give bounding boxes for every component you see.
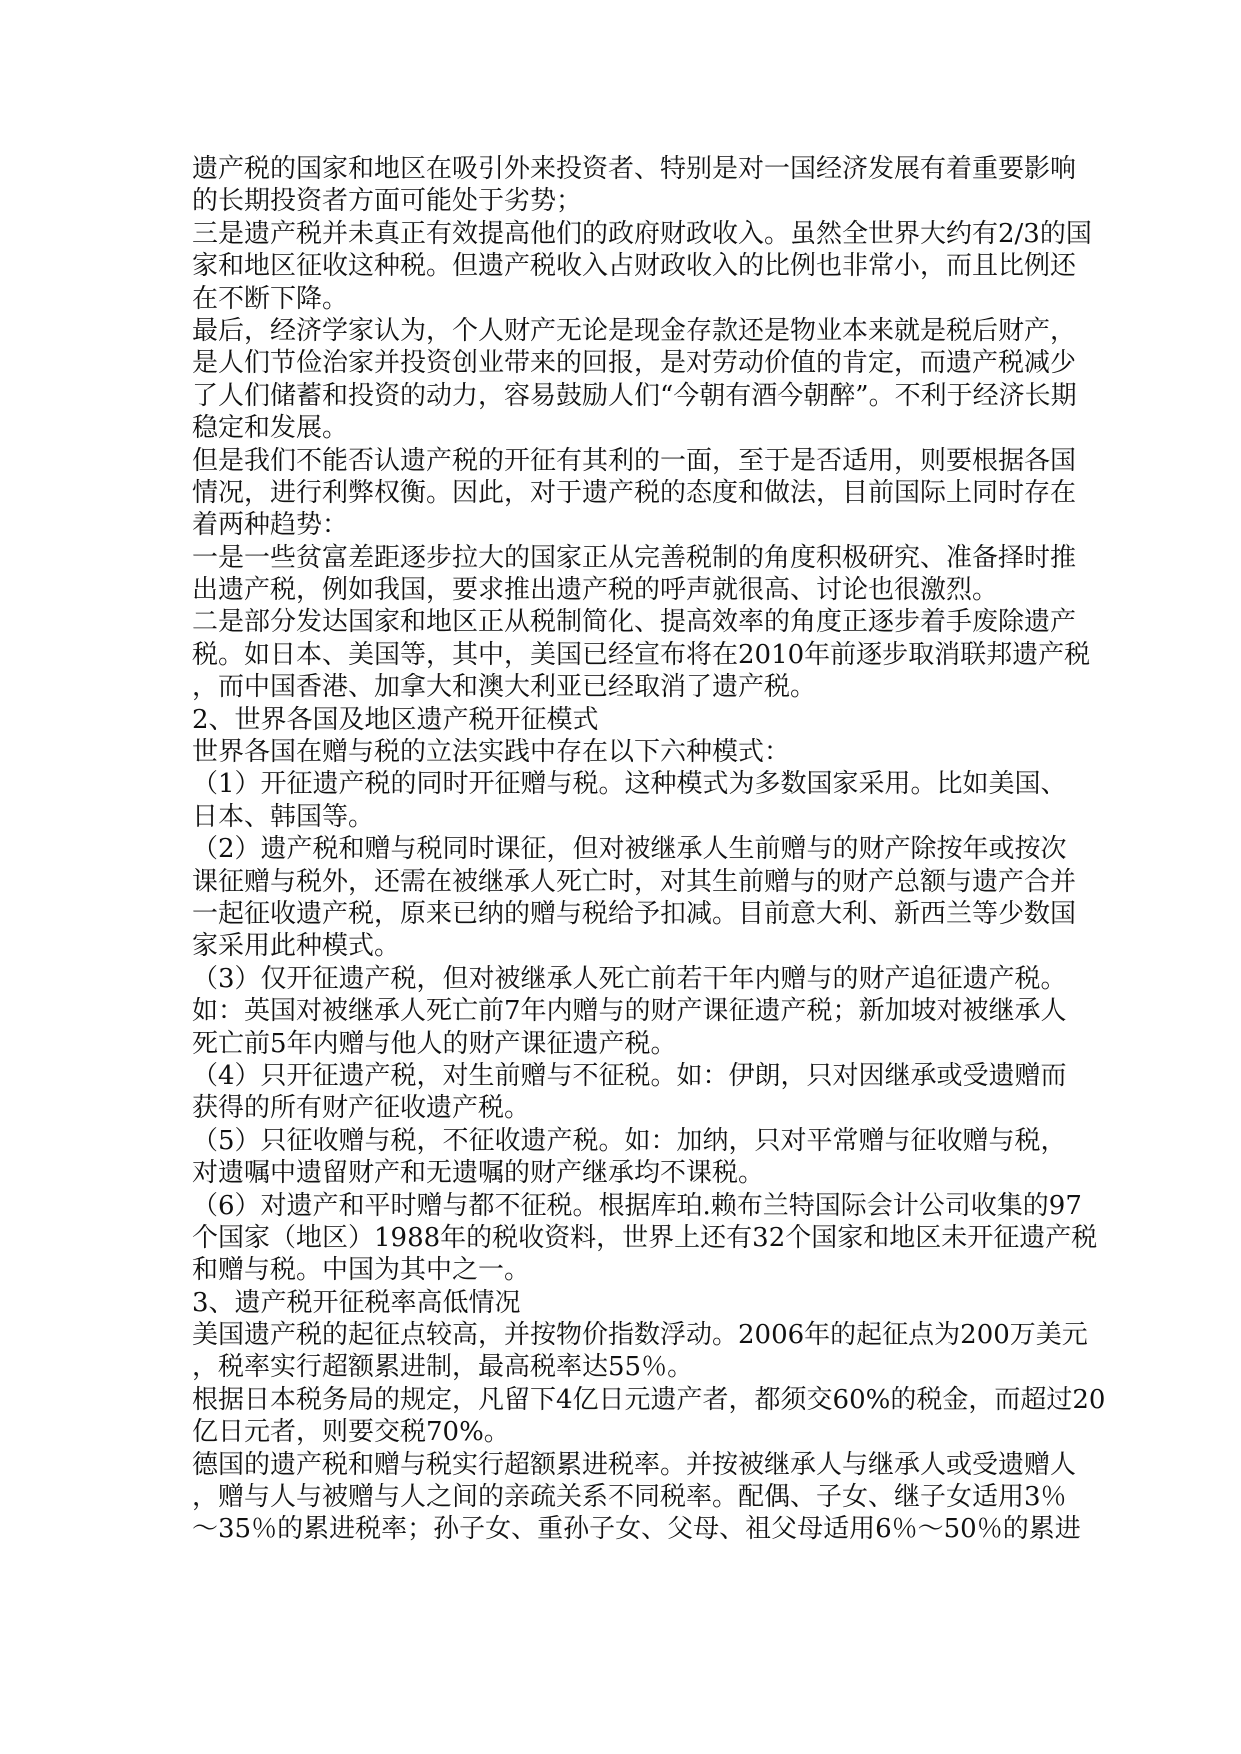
text-line: 在不断下降。 xyxy=(192,283,349,314)
text-line: 亿日元者，则要交税70%。 xyxy=(192,1417,510,1448)
text-line: 课征赠与税外，还需在被继承人死亡时，对其生前赠与的财产总额与遗产合并 xyxy=(192,866,1077,897)
text-line: ，税率实行超额累进制，最高税率达55％。 xyxy=(192,1352,694,1383)
text-line: （4）只开征遗产税，对生前赠与不征税。如：伊朗，只对因继承或受遗赠而 xyxy=(192,1060,1067,1091)
text-line: 家和地区征收这种税。但遗产税收入占财政收入的比例也非常小，而且比例还 xyxy=(192,251,1077,282)
text-line: （3）仅开征遗产税，但对被继承人死亡前若干年内赠与的财产追征遗产税。 xyxy=(192,963,1067,994)
text-line: 根据日本税务局的规定，凡留下4亿日元遗产者，都须交60%的税金，而超过20 xyxy=(192,1384,1106,1415)
text-line: 情况，进行利弊权衡。因此，对于遗产税的态度和做法，目前国际上同时存在 xyxy=(192,477,1077,508)
text-line: 一起征收遗产税，原来已纳的赠与税给予扣减。目前意大利、新西兰等少数国 xyxy=(192,898,1077,929)
text-line: （5）只征收赠与税，不征收遗产税。如：加纳，只对平常赠与征收赠与税， xyxy=(192,1125,1067,1156)
text-line: （2）遗产税和赠与税同时课征，但对被继承人生前赠与的财产除按年或按次 xyxy=(192,834,1067,865)
text-line: 的长期投资者方面可能处于劣势； xyxy=(192,186,583,217)
text-line: 了人们储蓄和投资的动力，容易鼓励人们“今朝有酒今朝醉”。不利于经济长期 xyxy=(192,380,1077,411)
text-line: 美国遗产税的起征点较高，并按物价指数浮动。2006年的起征点为200万美元 xyxy=(192,1320,1088,1351)
text-line: 和赠与税。中国为其中之一。 xyxy=(192,1255,531,1286)
text-line: 世界各国在赠与税的立法实践中存在以下六种模式： xyxy=(192,737,791,768)
text-line: 个国家（地区）1988年的税收资料，世界上还有32个国家和地区未开征遗产税 xyxy=(192,1222,1098,1253)
text-line: 2、世界各国及地区遗产税开征模式 xyxy=(192,704,599,735)
text-line: 税。如日本、美国等，其中，美国已经宣布将在2010年前逐步取消联邦遗产税 xyxy=(192,639,1091,670)
text-line: （6）对遗产和平时赠与都不征税。根据库珀.赖布兰特国际会计公司收集的97 xyxy=(192,1190,1082,1221)
text-line: 但是我们不能否认遗产税的开征有其利的一面，至于是否适用，则要根据各国 xyxy=(192,445,1077,476)
text-line: 死亡前5年内赠与他人的财产课征遗产税。 xyxy=(192,1028,677,1059)
text-line: 德国的遗产税和赠与税实行超额累进税率。并按被继承人与继承人或受遗赠人 xyxy=(192,1449,1077,1480)
text-line: （1）开征遗产税的同时开征赠与税。这种模式为多数国家采用。比如美国、 xyxy=(192,769,1067,800)
text-line: 着两种趋势： xyxy=(192,510,349,541)
document-body xyxy=(192,153,1106,1546)
text-line: ，而中国香港、加拿大和澳大利亚已经取消了遗产税。 xyxy=(192,672,817,703)
text-line: 家采用此种模式。 xyxy=(192,931,401,962)
text-line: 对遗嘱中遗留财产和无遗嘱的财产继承均不课税。 xyxy=(192,1158,765,1189)
text-line: 如：英国对被继承人死亡前7年内赠与的财产课征遗产税；新加坡对被继承人 xyxy=(192,996,1067,1027)
text-line: 出遗产税，例如我国，要求推出遗产税的呼声就很高、讨论也很激烈。 xyxy=(192,575,999,606)
text-line: 遗产税的国家和地区在吸引外来投资者、特别是对一国经济发展有着重要影响 xyxy=(192,154,1077,184)
text-line: 获得的所有财产征收遗产税。 xyxy=(192,1093,531,1124)
text-line: 二是部分发达国家和地区正从税制简化、提高效率的角度正逐步着手废除遗产 xyxy=(192,607,1077,638)
text-line: ，赠与人与被赠与人之间的亲疏关系不同税率。配偶、子女、继子女适用3％ xyxy=(192,1482,1067,1513)
text-line: ～35％的累进税率；孙子女、重孙子女、父母、祖父母适用6％～50％的累进 xyxy=(192,1514,1081,1545)
text-line: 是人们节俭治家并投资创业带来的回报，是对劳动价值的肯定，而遗产税减少 xyxy=(192,348,1077,379)
text-line: 日本、韩国等。 xyxy=(192,801,375,832)
text-line: 3、遗产税开征税率高低情况 xyxy=(192,1287,521,1318)
text-line: 最后，经济学家认为，个人财产无论是现金存款还是物业本来就是税后财产， xyxy=(192,315,1077,346)
text-line: 一是一些贫富差距逐步拉大的国家正从完善税制的角度积极研究、准备择时推 xyxy=(192,542,1077,573)
text-line: 三是遗产税并未真正有效提高他们的政府财政收入。虽然全世界大约有2/3的国 xyxy=(192,218,1092,249)
text-line: 稳定和发展。 xyxy=(192,413,349,444)
